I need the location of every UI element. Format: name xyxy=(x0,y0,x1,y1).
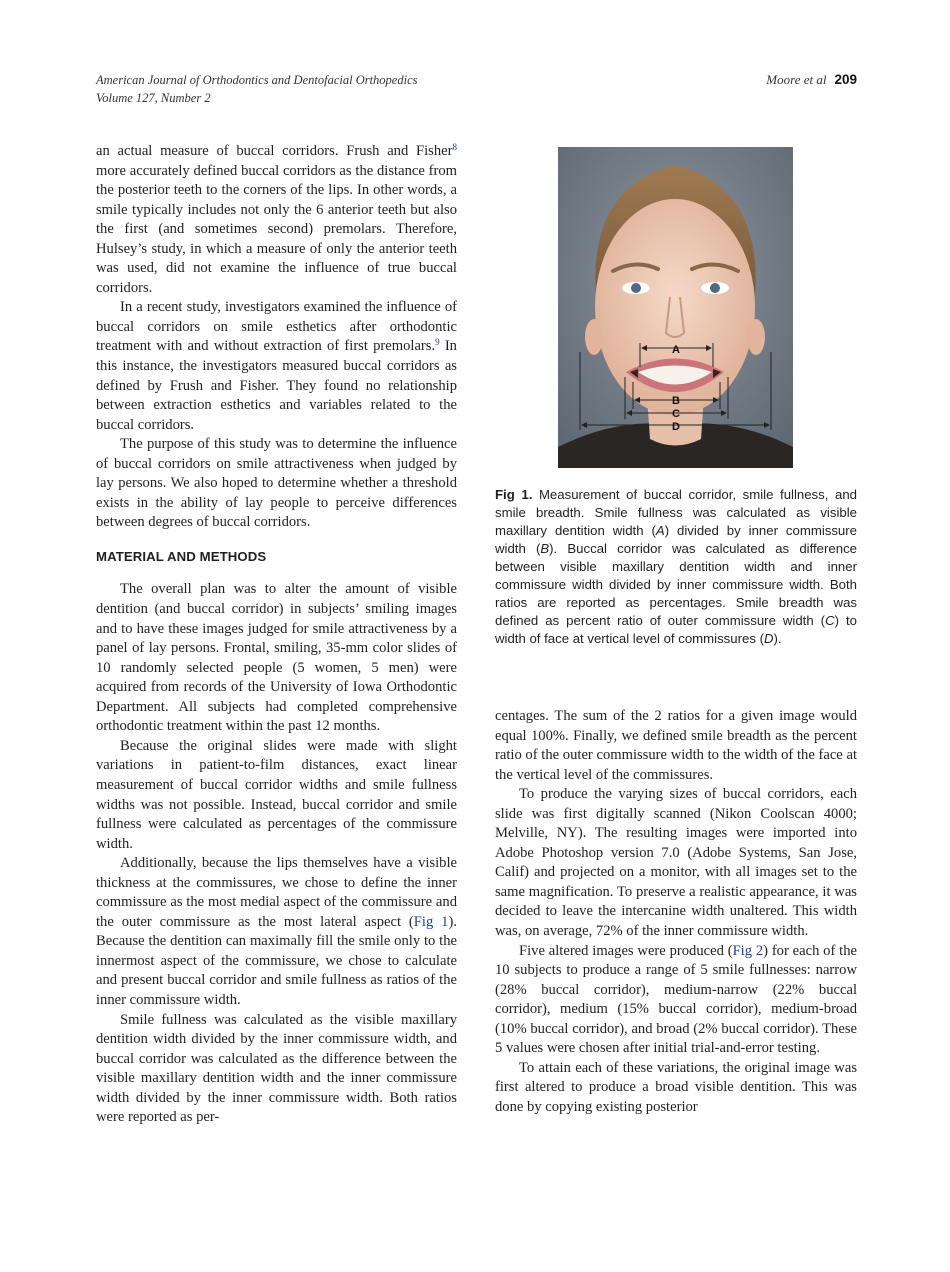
caption-text: ). Buccal corridor was calculated as difference between visible maxillary dentition width and inner commissure width divided by inner commissure width. Both ratios are reported as percentages. Smile breadth was defined as percent ratio of outer commissure width ( xyxy=(495,541,857,628)
text-run: In this instance, the investigators measured buccal corridors as defined by Frush and Fisher. They found no relationship between extraction esthetics and variables related to the buccal corridors. xyxy=(96,338,457,433)
label-a: A xyxy=(672,344,680,356)
author-name: Moore et al xyxy=(766,72,827,87)
left-iris xyxy=(631,283,641,293)
text-run: Five altered images were produced ( xyxy=(519,942,733,959)
page-number: 209 xyxy=(834,72,857,87)
text-run: ) for each of the 10 subjects to produce a range of 5 smile fullnesses: narrow (28% buccal corridor), medium-narrow (22% buccal corridor), medium (15% buccal corridor), medium-broad (10% buccal corridor), and broad (2% buccal corridor). These 5 values were chosen after initial trial-and-error testing. xyxy=(495,942,857,1057)
fig2-link[interactable]: Fig 2 xyxy=(732,942,764,959)
label-b: B xyxy=(672,395,680,407)
text-run: an actual measure of buccal corridors. Frush and Fisher xyxy=(96,143,453,159)
left-column xyxy=(96,142,457,1128)
label-d: D xyxy=(672,421,680,433)
paragraph xyxy=(96,854,457,1010)
running-header-page xyxy=(766,71,857,89)
paragraph xyxy=(96,298,457,435)
paragraph: centages. The sum of the 2 ratios for a given image would equal 100%. Finally, we defined smile breadth as the percent ratio of the outer commissure width to the width of the face at the vertical level of the commissures. xyxy=(495,708,857,783)
citation-9[interactable]: 9 xyxy=(435,337,440,348)
paragraph: The purpose of this study was to determine the influence of buccal corridors on smile attractiveness when judged by lay persons. We also hoped to determine whether a threshold exists in the ability of lay people to perceive differences between degrees of buccal corridors. xyxy=(96,436,457,531)
caption-var: D xyxy=(763,631,774,646)
right-iris xyxy=(710,283,720,293)
paragraph xyxy=(495,942,857,1059)
paragraph: Because the original slides were made with slight variations in patient-to-film distances, exact linear measurement of buccal corridor widths and smile fullness widths was not possible. Instead, buccal corridor and smile fullness were calculated as percentages of the commissure width. xyxy=(96,737,457,852)
paragraph: To produce the varying sizes of buccal corridors, each slide was first digitally scanned (Nikon Coolscan 4000; Melville, NY). The resulting images were imported into Adobe Photoshop version 7.0 (Adobe Systems, San Jose, Calif) and projected on a monitor, with all images set to the same magnification. To preserve a realistic appearance, it was decided to leave the intercanine width unaltered. This width was, on average, 72% of the inner commissure width. xyxy=(495,786,857,940)
paragraph: The overall plan was to alter the amount of visible dentition (and buccal corridor) in subjects’ smiling images and to have these images judged for smile attractiveness by a panel of lay persons. Frontal, smiling, 35-mm color slides of 10 randomly selected people (5 women, 5 men) were acquired from records of the University of Iowa Orthodontic Department. All subjects had completed comprehensive orthodontic treatment within the past 12 months. xyxy=(96,581,457,735)
right-ear xyxy=(747,319,765,355)
caption-text: Measurement of buccal corridor, smile fullness, and smile breadth. Smile fullness was calculated as visible maxillary dentition width ( xyxy=(495,487,857,538)
figure-1-photo xyxy=(558,147,793,468)
caption-var: A xyxy=(655,523,665,538)
text-run: Additionally, because the lips themselves have a visible thickness at the commissures, we chose to define the inner commissure as the most medial aspect of the commissure and the outer commissure as the most lateral aspect ( xyxy=(96,855,457,930)
journal-volume: Volume 127, Number 2 xyxy=(96,91,211,105)
left-ear xyxy=(585,319,603,355)
paragraph: To attain each of these variations, the original image was first altered to produce a broad visible dentition. This was done by copying existing posterior xyxy=(495,1059,857,1115)
right-column xyxy=(495,707,857,1117)
section-heading: MATERIAL AND METHODS xyxy=(96,548,267,564)
caption-var: C xyxy=(825,613,835,628)
caption-label: Fig 1. xyxy=(495,487,533,502)
caption-var: B xyxy=(540,541,550,556)
figure-1-caption xyxy=(495,486,857,648)
text-run: ). Because the dentition can maximally fill the smile only to the innermost aspect of the commissure, we chose to calculate and present buccal corridor and smile fullness as ratios of the inner commissure width. xyxy=(96,913,457,1008)
journal-title: American Journal of Orthodontics and Dentofacial Orthopedics xyxy=(96,73,418,87)
caption-text: ) divided by inner commissure width ( xyxy=(495,523,857,556)
label-c: C xyxy=(672,408,680,420)
caption-text: ) to width of face at vertical level of commissures ( xyxy=(495,613,857,646)
text-run: In a recent study, investigators examined the influence of buccal corridors on smile esthetics after orthodontic treatment with and without extraction of first premolars. xyxy=(96,299,457,355)
running-header-journal xyxy=(96,71,418,107)
paragraph: Smile fullness was calculated as the visible maxillary dentition width divided by the inner commissure width, and buccal corridor was calculated as the difference between the visible maxillary dentition width and the inner commissure width divided by the inner commissure width. Both ratios were reported as per- xyxy=(96,1011,457,1126)
citation-8[interactable]: 8 xyxy=(452,142,457,152)
caption-text: ). xyxy=(773,631,782,646)
text-run: more accurately defined buccal corridors as the distance from the posterior teeth to the corners of the lips. In other words, a smile typically includes not only the 6 anterior teeth but also the first (and sometimes second) premolars. Therefore, Hulsey’s study, in which a measure of only the anterior teeth was used, did not examine the influence of true buccal corridors. xyxy=(96,162,457,296)
paragraph xyxy=(96,142,457,298)
fig1-link[interactable]: Fig 1 xyxy=(413,913,449,930)
